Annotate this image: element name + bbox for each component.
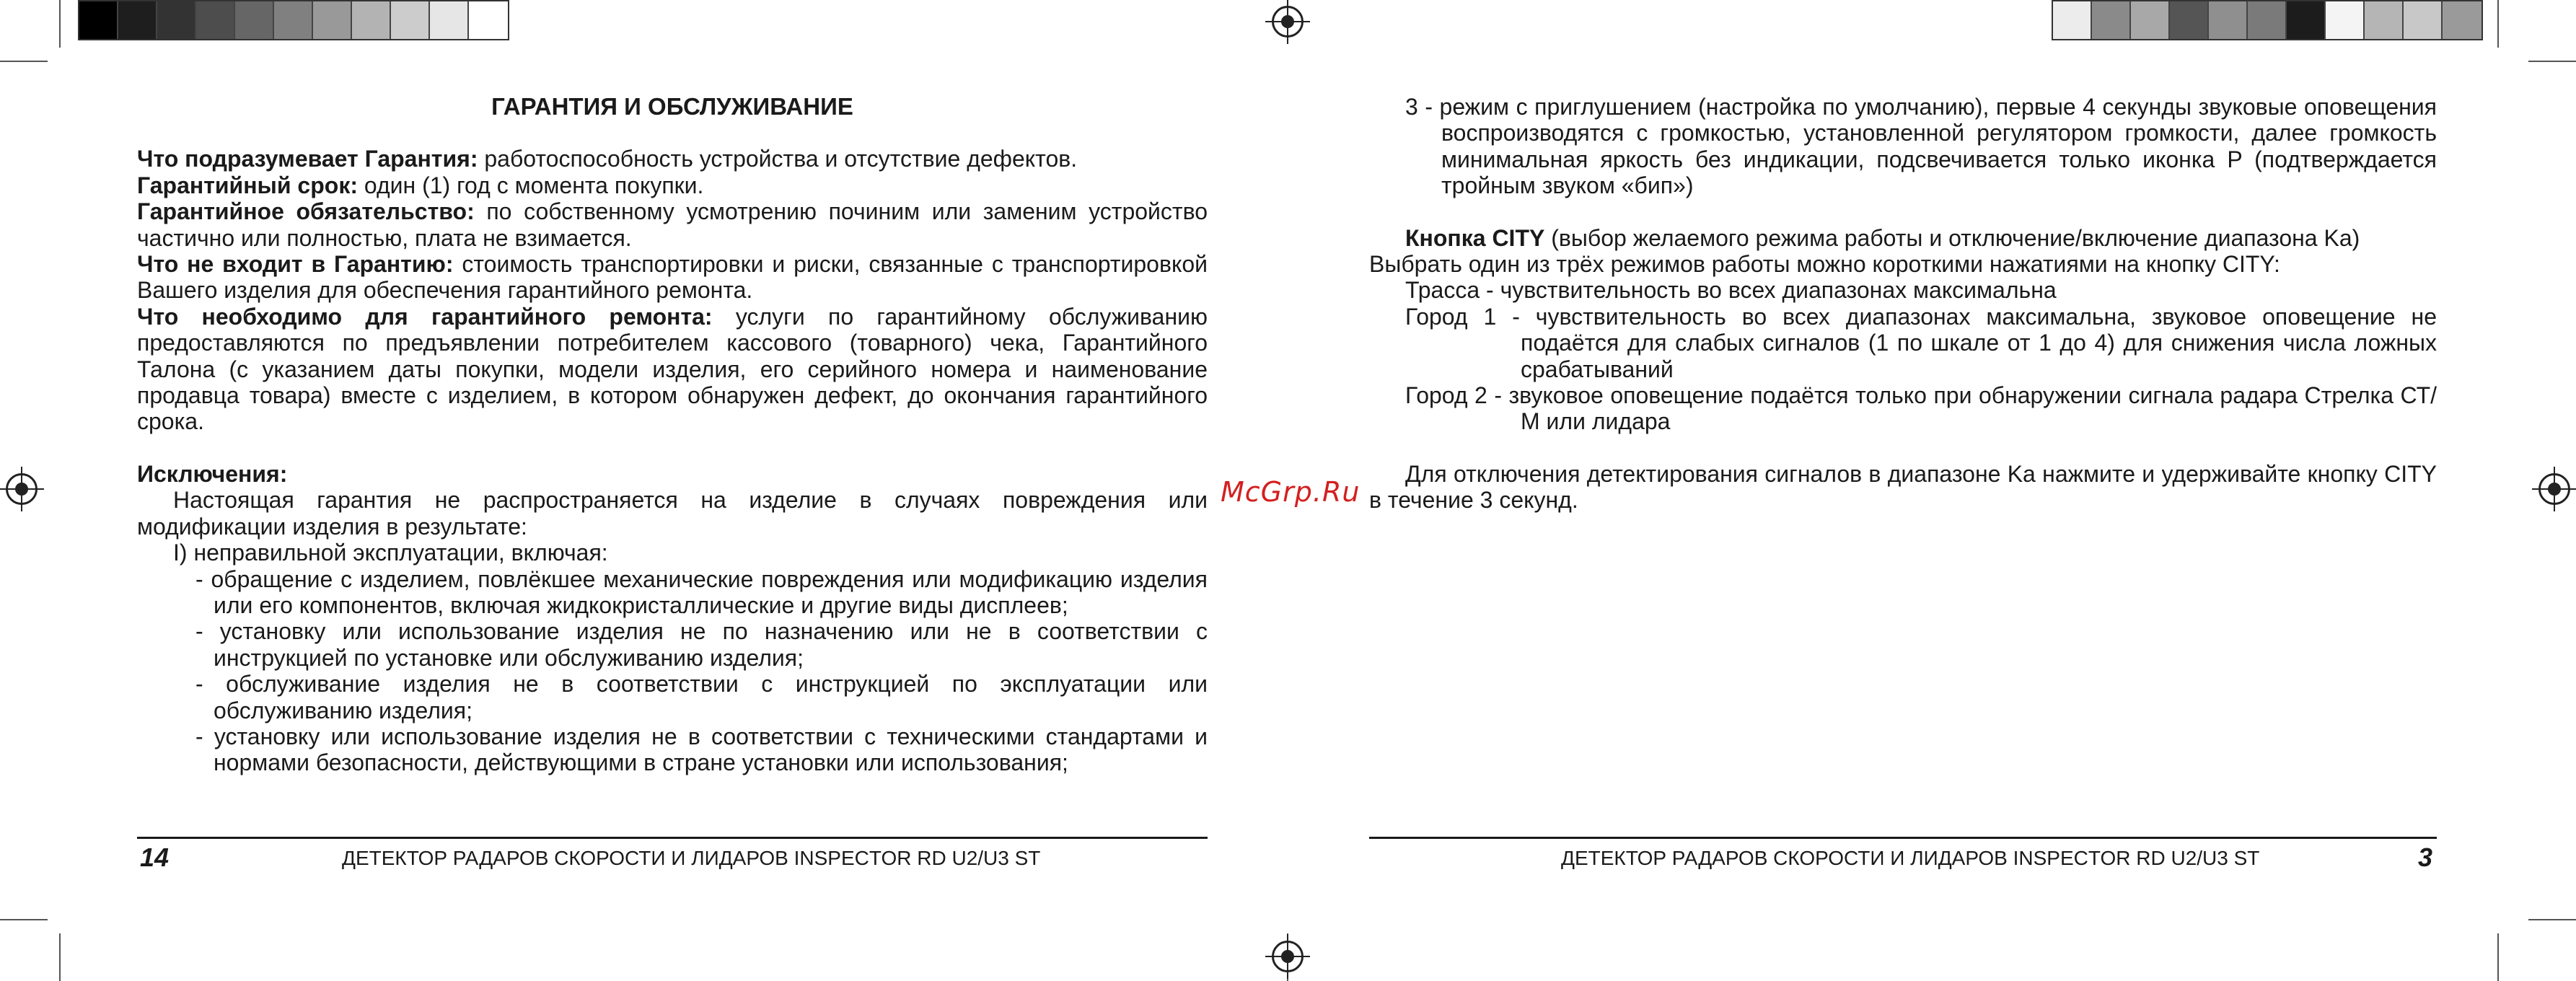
registration-mark-right: [2538, 473, 2570, 505]
exception-item: - установку или использование изделия не по назначению или не в соответствии с инструкцией по установке или обслуживанию изделия;: [195, 618, 1208, 671]
gray-swatch: [391, 1, 430, 39]
gray-swatch: [430, 1, 469, 39]
gray-swatch: [79, 1, 118, 39]
gray-swatch: [352, 1, 391, 39]
page-number-left: 14: [140, 843, 170, 872]
gray-swatch: [2365, 1, 2404, 39]
footer-title-left: ДЕТЕКТОР РАДАРОВ СКОРОСТИ И ЛИДАРОВ INSPECTOR RD U2/U3 ST: [342, 847, 1041, 869]
ka-note: Для отключения детектирования сигналов в диапазоне Ka нажмите и удерживайте кнопку CITY в течение 3 секунд.: [1369, 460, 2437, 514]
left-page-content: [137, 94, 1208, 776]
right-page-content: [1369, 94, 2437, 514]
gray-swatch: [2209, 1, 2248, 39]
gray-swatch: [2248, 1, 2287, 39]
gray-swatch: [2443, 1, 2482, 39]
gray-swatch: [469, 1, 508, 39]
city-mode-item: Трасса - чувствительность во всех диапазонах максимальна: [1405, 277, 2057, 304]
gray-swatch: [2170, 1, 2209, 39]
warranty-item: Гарантийное обязательство: по собственному усмотрению починим или заменим устройство частично или полностью, плата не взимается.: [137, 198, 1208, 251]
exception-item: - обслуживание изделия не в соответствии с инструкцией по эксплуатации или обслуживанию изделия;: [195, 671, 1208, 723]
gray-swatch: [2287, 1, 2326, 39]
gray-swatch: [2092, 1, 2131, 39]
gray-swatch: [118, 1, 157, 39]
gray-swatch: [274, 1, 313, 39]
exceptions-intro: Настоящая гарантия не распространяется на изделие в случаях повреждения или модификации изделия в результате:: [137, 487, 1208, 540]
city-intro: Выбрать один из трёх режимов работы можно короткими нажатиями на кнопку CITY:: [1369, 251, 2280, 278]
warranty-item: Что подразумевает Гарантия: работоспособность устройства и отсутствие дефектов.: [137, 146, 1078, 172]
mode-3-description: 3 - режим с приглушением (настройка по умолчанию), первые 4 секунды звуковые оповещения воспроизводятся с громкостью, установленной регулятором громкости, далее громкость минимальная яркость без индикации, подсвечивается только иконка P (подтверждается тройным звуком «бип»): [1405, 94, 2437, 199]
page-number-right: 3: [2418, 843, 2433, 872]
footer-rule-right: [1369, 837, 2437, 839]
gray-swatch: [2053, 1, 2092, 39]
city-button-title: Кнопка CITY (выбор желаемого режима работы и отключение/включение диапазона Ka): [1405, 224, 2360, 251]
gray-swatch: [2131, 1, 2170, 39]
warranty-item: Что необходимо для гарантийного ремонта: услуги по гарантийному обслуживанию предоставляются по предъявлении потребителем кассового (товарного) чека, Гарантийного Талона (с указанием даты покупки, модели изделия, его серийного номера и наименование продавца товара) вместе с изделием, в котором обнаружен дефект, до окончания гарантийного срока.: [137, 303, 1208, 435]
city-mode-item: Город 1 - чувствительность во всех диапазонах максимальна, звуковое оповещение не подаётся для слабых сигналов (1 по шкале от 1 до 4) для снижения числа ложных срабатываний: [1405, 303, 2437, 382]
gray-swatch: [2404, 1, 2443, 39]
warranty-item: Гарантийный срок: один (1) год с момента покупки.: [137, 172, 704, 198]
registration-mark-bottom: [1272, 941, 1304, 972]
grayscale-bar-right: [2052, 0, 2483, 40]
grayscale-bar-left: [78, 0, 509, 40]
exception-item: - обращение с изделием, повлёкшее механические повреждения или модификацию изделия или его компонентов, включая жидкокристаллические и другие виды дисплеев;: [195, 566, 1208, 618]
watermark: McGrp.Ru: [1221, 476, 1360, 508]
footer-title-right: ДЕТЕКТОР РАДАРОВ СКОРОСТИ И ЛИДАРОВ INSPECTOR RD U2/U3 ST: [1561, 847, 2260, 869]
footer-rule-left: [137, 837, 1208, 839]
gray-swatch: [2326, 1, 2365, 39]
warranty-item: Что не входит в Гарантию: стоимость транспортировки и риски, связанные с транспортировкой Вашего изделия для обеспечения гарантийного ремонта.: [137, 251, 1208, 304]
gray-swatch: [313, 1, 352, 39]
registration-mark-left: [6, 473, 38, 505]
exception-item: - установку или использование изделия не в соответствии с техническими стандартами и нормами безопасности, действующими в стране установки или использования;: [195, 723, 1208, 776]
gray-swatch: [196, 1, 235, 39]
registration-mark-top: [1272, 6, 1304, 38]
page-heading: ГАРАНТИЯ И ОБСЛУЖИВАНИЕ: [491, 93, 853, 120]
exceptions-sub: I) неправильной эксплуатации, включая:: [173, 540, 608, 566]
city-mode-item: Город 2 - звуковое оповещение подаётся только при обнаружении сигнала радара Стрелка СТ/М или лидара: [1405, 382, 2437, 435]
gray-swatch: [235, 1, 274, 39]
gray-swatch: [157, 1, 196, 39]
exceptions-title: Исключения:: [137, 460, 288, 487]
